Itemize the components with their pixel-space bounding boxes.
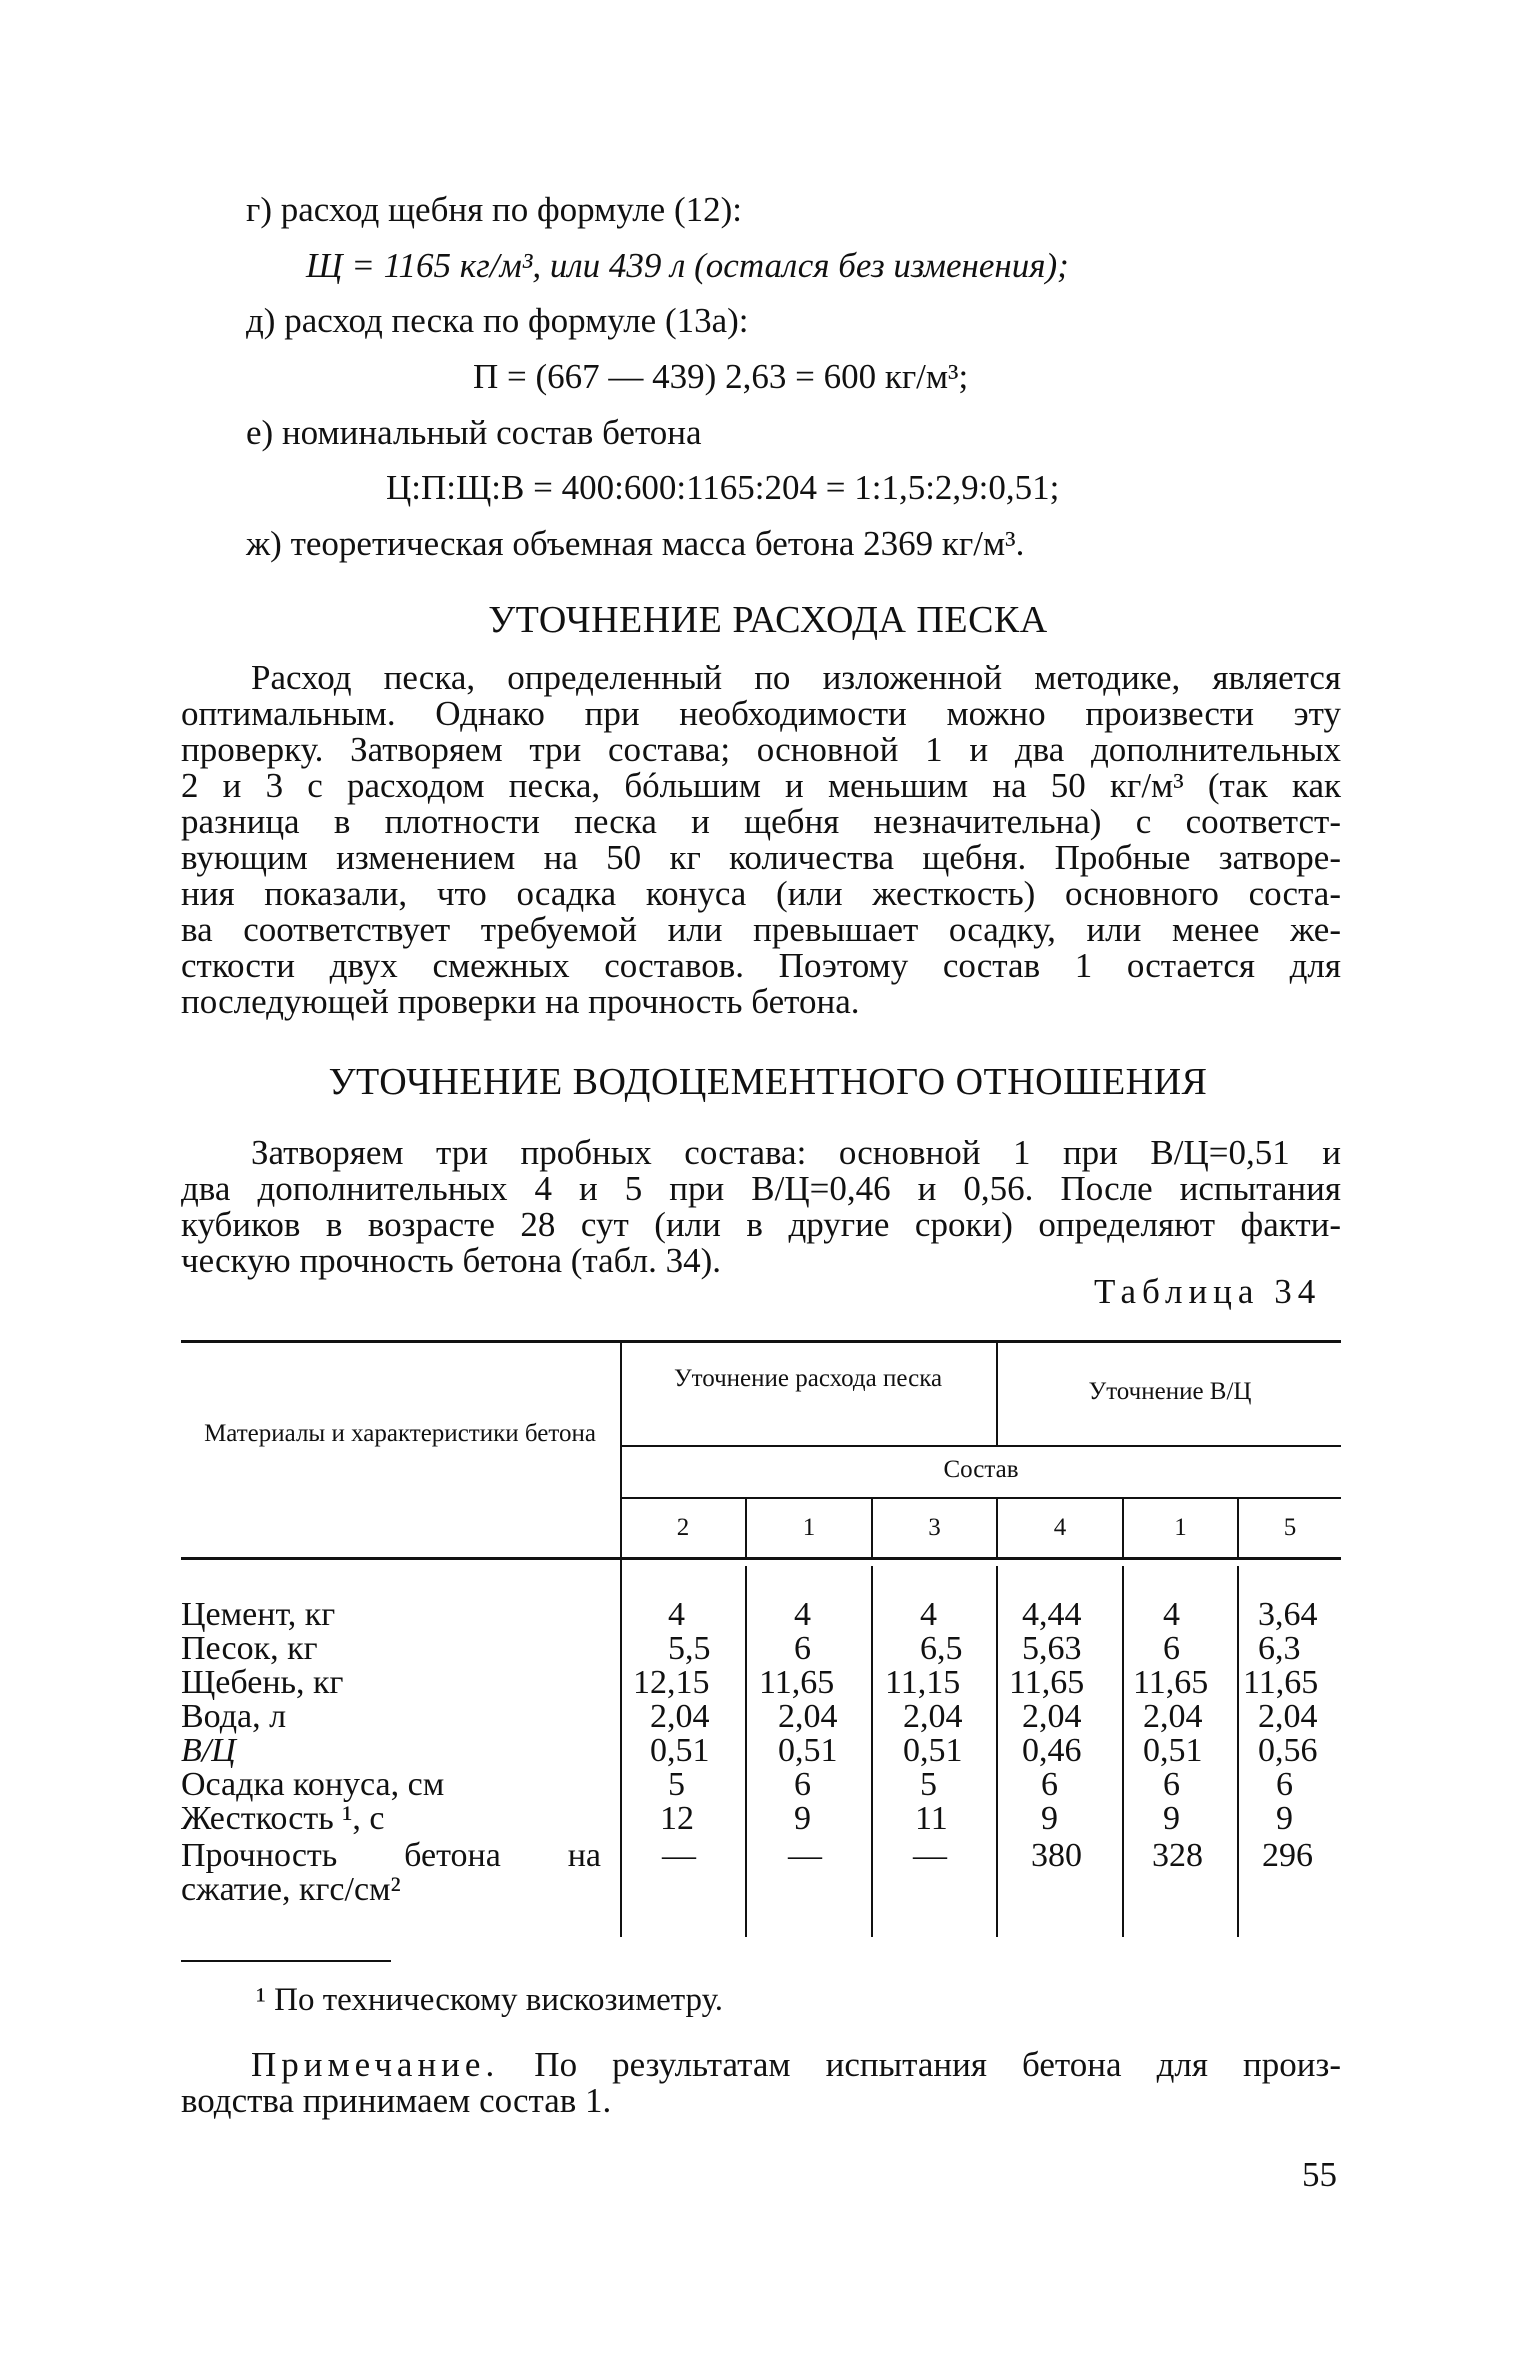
- table-cell: 6: [794, 1766, 811, 1803]
- table-cell: 0,51: [778, 1732, 838, 1769]
- paragraph-line: ния показали, что осадка конуса (или жесткость) основного соста-: [181, 874, 1341, 913]
- header-group-wc-label: Уточнение В/Ц: [1088, 1378, 1252, 1405]
- header-group-wc: [1000, 1378, 1340, 1406]
- table-cell: 4: [668, 1596, 685, 1633]
- table-cell: 2,04: [903, 1698, 963, 1735]
- paragraph-line: ческую прочность бетона (табл. 34).: [181, 1241, 721, 1280]
- table-cell: 6,5: [920, 1630, 963, 1667]
- formula-e: Ц:П:Щ:В = 400:600:1165:204 = 1:1,5:2,9:0,51;: [386, 468, 1060, 507]
- column-header: 1: [1174, 1514, 1187, 1541]
- table-cell: 4: [794, 1596, 811, 1633]
- table-cell: 5: [668, 1766, 685, 1803]
- table-divider: [745, 1566, 747, 1937]
- row-label: Вода, л: [181, 1698, 287, 1735]
- page-number: 55: [1302, 2155, 1337, 2194]
- paragraph-line: ва соответствует требуемой или превышает осадку, или менее же-: [181, 910, 1341, 949]
- table-cell: 4: [1163, 1596, 1180, 1633]
- table-divider: [1237, 1566, 1239, 1937]
- list-item-zh: ж) теоретическая объемная масса бетона 2369 кг/м³.: [246, 524, 1025, 563]
- paragraph-line: оптимальным. Однако при необходимости можно произвести эту: [181, 694, 1341, 733]
- paragraph-line: проверку. Затворяем три состава; основной 1 и два дополнительных: [181, 730, 1341, 769]
- table-cell: 0,51: [1143, 1732, 1203, 1769]
- row-label: Прочность бетона на: [181, 1837, 601, 1874]
- column-header: 4: [1053, 1514, 1067, 1541]
- column-header: 5: [1283, 1514, 1297, 1541]
- list-item-d: д) расход песка по формуле (13а):: [246, 301, 749, 340]
- table-cell: 9: [1041, 1800, 1058, 1837]
- row-label: Жесткость ¹, с: [181, 1800, 385, 1837]
- paragraph-line: Расход песка, определенный по изложенной методике, является: [251, 658, 1341, 697]
- table-cell: —: [662, 1837, 696, 1874]
- table-cell: 380: [1031, 1837, 1082, 1874]
- row-label: Осадка конуса, см: [181, 1766, 445, 1803]
- table-cell: 11,65: [1243, 1664, 1319, 1701]
- table-cell: 0,56: [1258, 1732, 1318, 1769]
- table-rule: [181, 1557, 1341, 1560]
- table-cell: 296: [1262, 1837, 1313, 1874]
- list-item-e: е) номинальный состав бетона: [246, 413, 702, 452]
- table-cell: 11,65: [1133, 1664, 1209, 1701]
- note-line: водства принимаем состав 1.: [181, 2081, 612, 2120]
- table-cell: 9: [794, 1800, 811, 1837]
- table-cell: 5,5: [668, 1630, 711, 1667]
- table-cell: 11,65: [1009, 1664, 1085, 1701]
- note: [181, 2047, 1341, 2119]
- table-cell: 2,04: [778, 1698, 838, 1735]
- table-divider: [871, 1566, 873, 1937]
- note-label: Примечание.: [251, 2045, 500, 2084]
- table-cell: 0,51: [650, 1732, 710, 1769]
- table-cell: —: [913, 1837, 947, 1874]
- table-cell: 4,44: [1022, 1596, 1082, 1633]
- table-cell: 11,15: [885, 1664, 961, 1701]
- paragraph-line: два дополнительных 4 и 5 при В/Ц=0,46 и 0,56. После испытания: [181, 1169, 1341, 1208]
- table-caption: Таблица 34: [1094, 1272, 1322, 1311]
- table-divider: [996, 1566, 998, 1937]
- paragraph-line: разница в плотности песка и щебня незначительна) с соответст-: [181, 802, 1341, 841]
- table-cell: 12,15: [633, 1664, 710, 1701]
- header-sostav: Состав: [943, 1456, 1019, 1483]
- header-materials: Материалы и характеристики бетона: [204, 1420, 596, 1447]
- paragraph-line: сткости двух смежных составов. Поэтому состав 1 остается для: [181, 946, 1341, 985]
- row-label: Щебень, кг: [181, 1664, 344, 1701]
- table-cell: 6: [1276, 1766, 1293, 1803]
- header-group-sand: Уточнение расхода песка: [673, 1365, 943, 1392]
- note-text: По результатам испытания бетона для произ-: [534, 2045, 1342, 2084]
- table-cell: 6: [794, 1630, 811, 1667]
- paragraph-line: Затворяем три пробных состава: основной 1 при В/Ц=0,51 и: [251, 1133, 1341, 1172]
- section-heading-sand: УТОЧНЕНИЕ РАСХОДА ПЕСКА: [488, 599, 1048, 641]
- paragraph-line: кубиков в возрасте 28 сут (или в другие сроки) определяют факти-: [181, 1205, 1341, 1244]
- column-header: 3: [928, 1514, 941, 1541]
- table-cell: 4: [920, 1596, 937, 1633]
- table-cell: 12: [660, 1800, 694, 1837]
- column-header: 2: [676, 1514, 690, 1541]
- table-cell: 6,3: [1258, 1630, 1301, 1667]
- paragraph-line: 2 и 3 с расходом песка, бóльшим и меньшим на 50 кг/м³ (так как: [181, 766, 1341, 805]
- footnote: ¹ По техническому вискозиметру.: [256, 1982, 724, 2018]
- table-cell: 0,46: [1022, 1732, 1082, 1769]
- table-cell: 5: [920, 1766, 937, 1803]
- list-item-g: г) расход щебня по формуле (12):: [246, 190, 742, 229]
- table-cell: 2,04: [1143, 1698, 1203, 1735]
- paragraph-sand: [181, 660, 1341, 1020]
- table-cell: 328: [1152, 1837, 1203, 1874]
- row-label: Цемент, кг: [181, 1596, 336, 1633]
- table-cell: 2,04: [1022, 1698, 1082, 1735]
- row-label: Песок, кг: [181, 1630, 318, 1667]
- row-label: В/Ц: [181, 1732, 236, 1769]
- paragraph-wc: [181, 1135, 1341, 1279]
- table-cell: 9: [1276, 1800, 1293, 1837]
- formula-d: П = (667 — 439) 2,63 = 600 кг/м³;: [473, 357, 969, 396]
- table-cell: —: [788, 1837, 822, 1874]
- paragraph-line: вующим изменением на 50 кг количества щебня. Пробные затворе-: [181, 838, 1341, 877]
- table-rule: [621, 1497, 1341, 1499]
- table-divider: [620, 1342, 622, 1937]
- table-rule: [621, 1445, 1341, 1447]
- column-header: 1: [802, 1514, 816, 1541]
- table-cell: 11: [915, 1800, 948, 1837]
- table-cell: 6: [1041, 1766, 1058, 1803]
- table-cell: 3,64: [1258, 1596, 1318, 1633]
- table-divider: [1122, 1566, 1124, 1937]
- table-divider: [996, 1342, 998, 1445]
- table-top-rule: [181, 1340, 1341, 1343]
- table-cell: 2,04: [1258, 1698, 1318, 1735]
- footnote-rule: [181, 1960, 391, 1962]
- section-heading-wc: УТОЧНЕНИЕ ВОДОЦЕМЕНТНОГО ОТНОШЕНИЯ: [328, 1061, 1208, 1103]
- paragraph-line: последующей проверки на прочность бетона.: [181, 982, 860, 1021]
- table-cell: 2,04: [650, 1698, 710, 1735]
- formula-g: Щ = 1165 кг/м³, или 439 л (остался без изменения);: [306, 246, 1069, 285]
- table-cell: 5,63: [1022, 1630, 1082, 1667]
- table-cell: 6: [1163, 1766, 1180, 1803]
- row-label: сжатие, кгс/см²: [181, 1871, 401, 1908]
- table-cell: 6: [1163, 1630, 1180, 1667]
- table-cell: 11,65: [759, 1664, 835, 1701]
- table-cell: 9: [1163, 1800, 1180, 1837]
- note-line: [181, 2047, 1341, 2083]
- table-cell: 0,51: [903, 1732, 963, 1769]
